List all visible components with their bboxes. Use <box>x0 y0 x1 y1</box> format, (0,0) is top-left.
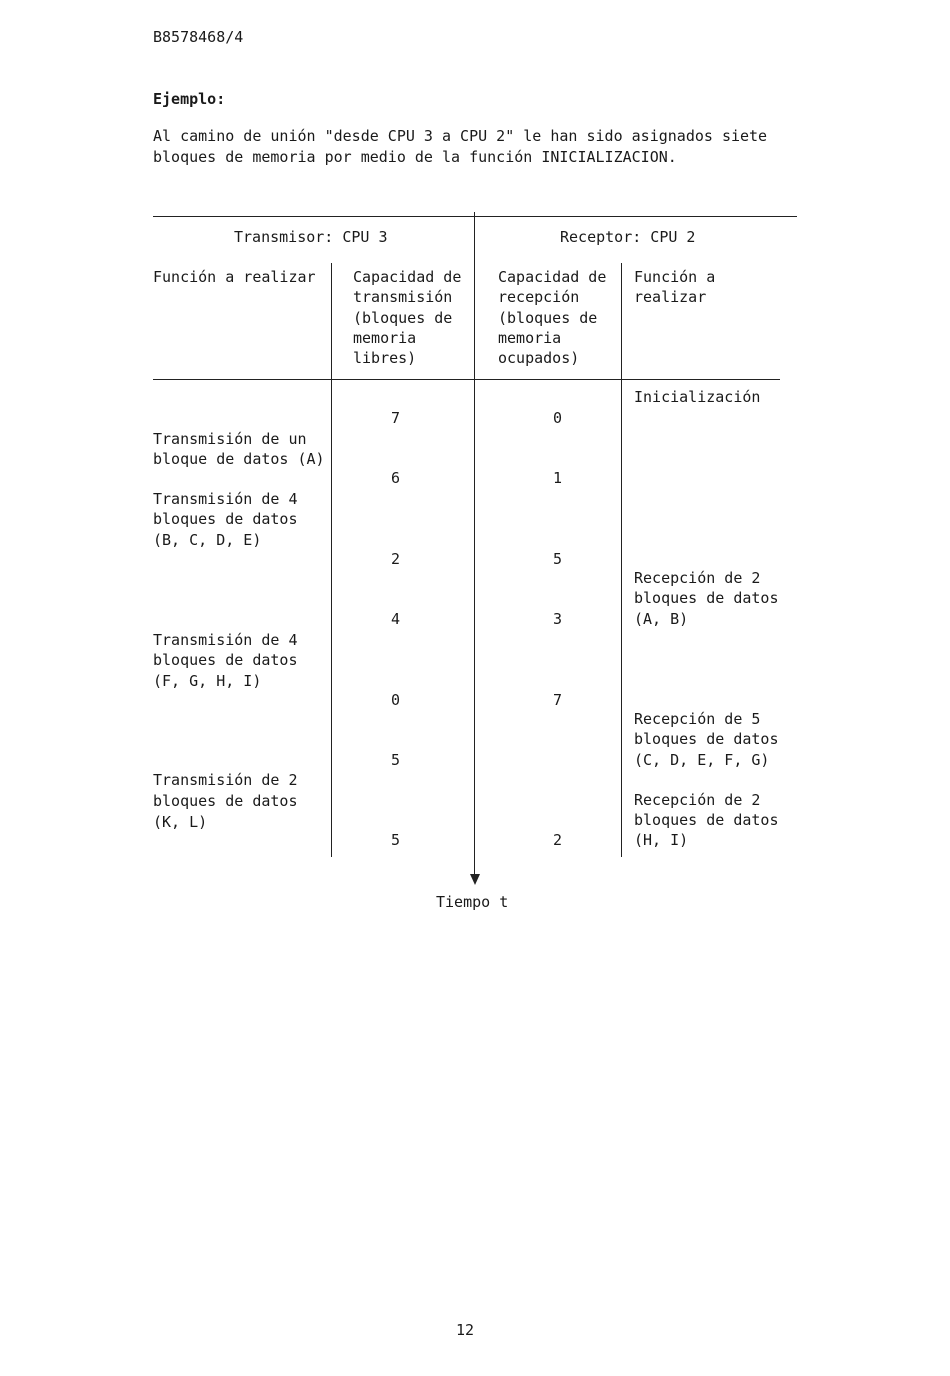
intro-line-2: bloques de memoria por medio de la función INICIALIZACION. <box>153 148 677 166</box>
tx-capacity-value: 2 <box>391 550 401 568</box>
transmitter-header: Transmisor: CPU 3 <box>234 228 388 246</box>
page-number: 12 <box>456 1321 475 1339</box>
receiver-header: Receptor: CPU 2 <box>560 228 696 246</box>
col-divider-rx <box>621 263 622 857</box>
table-top-rule <box>153 216 797 217</box>
header-bottom-rule <box>153 379 780 380</box>
tx-capacity-value: 5 <box>391 751 401 769</box>
intro-line-1: Al camino de unión "desde CPU 3 a CPU 2" le han sido asignados siete <box>153 127 768 145</box>
document-id: B8578468/4 <box>153 28 244 46</box>
rx-capacity-value: 5 <box>553 550 563 568</box>
tx-capacity-value: 5 <box>391 831 401 849</box>
time-axis-arrow <box>470 874 480 885</box>
rx-capacity-value: 3 <box>553 610 563 628</box>
example-title: Ejemplo: <box>153 90 226 108</box>
rx-capacity-value: 1 <box>553 469 563 487</box>
tx-capacity-value: 0 <box>391 691 401 709</box>
time-axis-line <box>474 212 475 876</box>
rx-capacity-value: 7 <box>553 691 563 709</box>
rx-capacity-value: 0 <box>553 409 563 427</box>
tx-capacity-value: 4 <box>391 610 401 628</box>
time-axis-label: Tiempo t <box>436 893 509 911</box>
tx-capacity-value: 7 <box>391 409 401 427</box>
rx-function-1: Inicialización <box>634 388 761 406</box>
tx-capacity-value: 6 <box>391 469 401 487</box>
col-divider-tx <box>331 263 332 857</box>
rx-capacity-value: 2 <box>553 831 563 849</box>
col-header-tx-function: Función a realizar <box>153 268 316 286</box>
